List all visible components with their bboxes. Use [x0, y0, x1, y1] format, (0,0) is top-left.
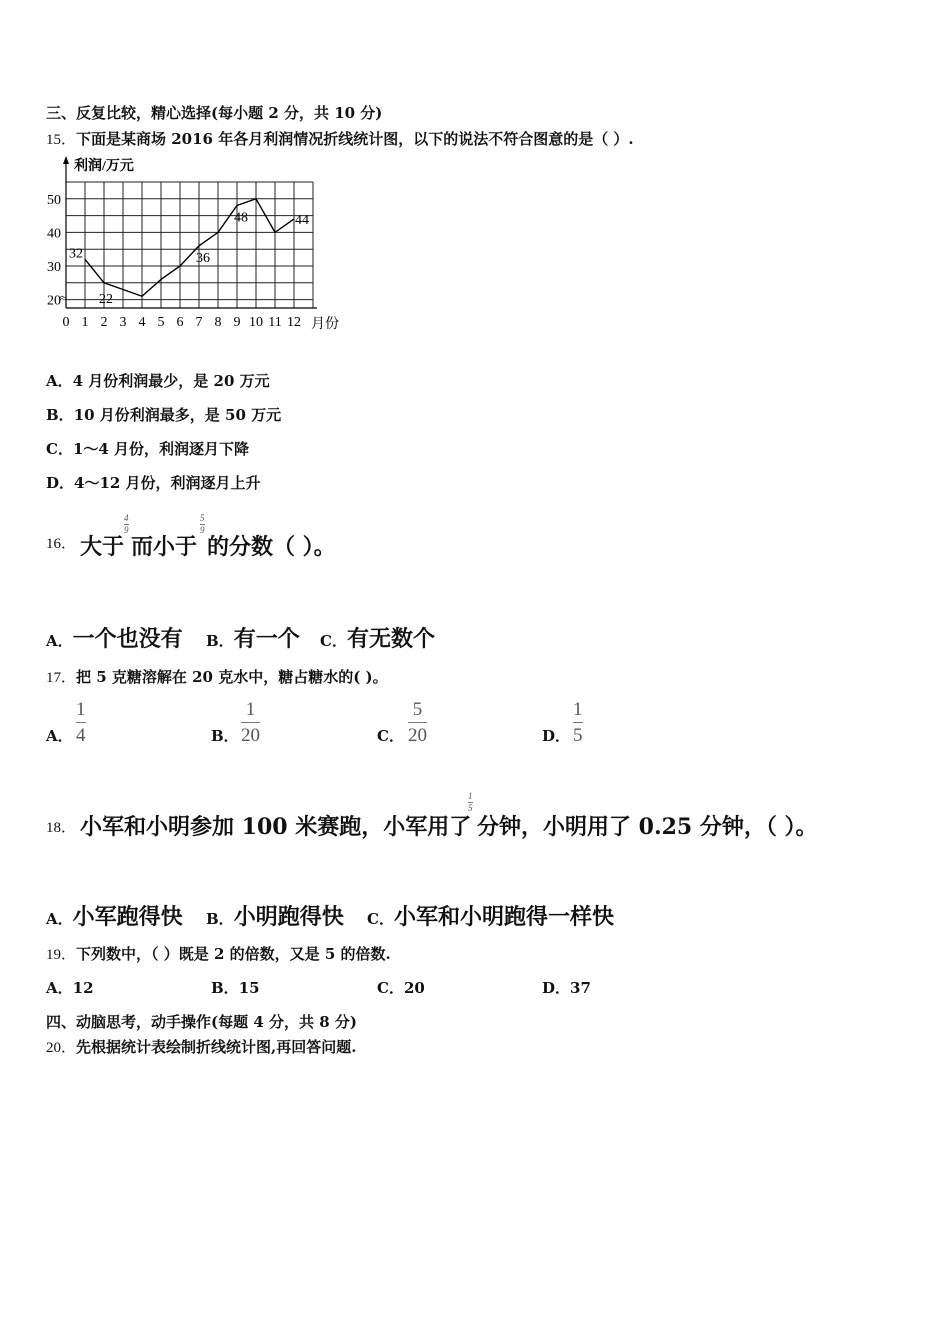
section-3-title: 三、反复比较，精心选择(每小题 2 分，共 10 分): [46, 104, 383, 122]
question-number: 15．: [46, 132, 77, 148]
q17-option-a-fraction[interactable]: [76, 700, 86, 745]
axis-break-mark: ≈: [60, 291, 67, 305]
x-tick-label: 3: [119, 315, 127, 330]
question-17: [46, 666, 388, 687]
question-number: 17．: [46, 670, 77, 686]
q15-option-d[interactable]: [46, 472, 261, 493]
option-text: 小军跑得快: [72, 904, 183, 930]
q16-text-part2: 而小于: [131, 534, 198, 560]
denominator: 5: [468, 803, 473, 813]
q15-option-c[interactable]: [46, 438, 249, 459]
numerator: 1: [245, 699, 256, 720]
question-19: [46, 943, 391, 964]
fraction-bar: [573, 722, 583, 723]
x-tick-label: 6: [176, 315, 184, 330]
option-letter: A．: [46, 632, 73, 650]
x-tick-label: 11: [268, 315, 282, 330]
x-axis-label: 月份: [311, 317, 339, 332]
y-tick-label: 30: [47, 260, 61, 275]
option-text: 一个也没有: [72, 626, 183, 652]
option-letter: A．: [46, 372, 73, 390]
q16-option-b[interactable]: [206, 622, 300, 653]
numerator: 1: [468, 791, 473, 801]
q19-option-a[interactable]: [46, 977, 94, 998]
x-tick-label: 7: [195, 315, 203, 330]
q16-text-part1: 大于: [80, 534, 125, 560]
q15-option-b[interactable]: [46, 404, 281, 425]
option-letter: C．: [367, 910, 394, 928]
option-letter: C．: [377, 979, 404, 997]
denominator: 9: [200, 525, 205, 535]
data-label: 36: [196, 250, 210, 266]
option-text: 12: [72, 979, 94, 997]
question-20: [46, 1036, 356, 1057]
q18-fraction-1-5: [468, 792, 473, 813]
option-letter: A．: [46, 910, 73, 928]
q18-option-b[interactable]: [206, 900, 344, 931]
option-text: 有一个: [233, 626, 300, 652]
x-tick-label: 0: [62, 315, 70, 330]
option-text: 1～4 月份，利润逐月下降: [72, 440, 250, 458]
option-letter: C．: [320, 632, 347, 650]
y-tick-label: 40: [47, 226, 61, 242]
data-label: 32: [69, 246, 83, 262]
option-letter: B．: [206, 910, 234, 928]
option-letter: A．: [46, 979, 73, 997]
question-text: 下列数中，（ ）既是 2 的倍数，又是 5 的倍数.: [76, 945, 391, 963]
question-number: 16．: [46, 536, 77, 552]
denominator: 4: [76, 725, 86, 746]
q17-option-c-letter[interactable]: C．: [377, 727, 404, 745]
series-line-profit: [85, 199, 294, 296]
q16-option-a[interactable]: [46, 622, 183, 653]
q16-fraction-4-9: [124, 514, 129, 535]
y-tick-label: 20: [47, 293, 61, 309]
y-tick-label: 50: [47, 192, 61, 208]
q19-option-b[interactable]: [211, 977, 260, 998]
q17-option-c-fraction[interactable]: [408, 700, 427, 745]
q18-option-c[interactable]: [367, 900, 614, 931]
q19-option-c[interactable]: [377, 977, 425, 998]
q19-option-d[interactable]: [542, 977, 591, 998]
q18-option-a[interactable]: [46, 900, 183, 931]
denominator: 20: [408, 725, 427, 746]
x-tick-label: 8: [214, 315, 222, 330]
x-tick-label: 4: [138, 315, 146, 330]
denominator: 5: [573, 725, 583, 746]
x-tick-label: 1: [81, 315, 89, 330]
data-label: 48: [234, 210, 248, 226]
option-text: 37: [570, 979, 591, 997]
option-letter: B．: [211, 979, 239, 997]
q17-option-d-fraction[interactable]: [573, 700, 583, 745]
q17-option-b-fraction[interactable]: [241, 700, 260, 745]
q17-option-a-letter[interactable]: A．: [46, 727, 73, 745]
q17-option-b-letter[interactable]: B．: [211, 727, 239, 745]
x-tick-label: 2: [100, 315, 108, 330]
numerator: 1: [573, 699, 583, 720]
option-text: 小明跑得快: [233, 904, 344, 930]
option-text: 有无数个: [346, 626, 435, 652]
fraction-bar: [241, 722, 260, 723]
x-tick-label: 5: [157, 315, 165, 330]
question-number: 18．: [46, 820, 77, 836]
numerator: 5: [412, 699, 423, 720]
option-letter: C．: [46, 440, 73, 458]
option-letter: D．: [542, 979, 571, 997]
question-text: 把 5 克糖溶解在 20 克水中，糖占糖水的( )。: [76, 668, 388, 686]
option-text: 4～12 月份，利润逐月上升: [74, 474, 261, 492]
section-4-title: 四、动脑思考，动手操作(每题 4 分，共 8 分): [46, 1013, 357, 1031]
y-axis-label: 利润/万元: [74, 159, 134, 174]
question-16: [46, 532, 76, 553]
option-letter: B．: [206, 632, 234, 650]
data-label: 44: [295, 212, 309, 228]
option-text: 4 月份利润最少，是 20 万元: [72, 372, 270, 390]
question-number: 19．: [46, 947, 77, 963]
fraction-bar: [76, 722, 86, 723]
denominator: 20: [241, 725, 260, 746]
numerator: 4: [124, 513, 129, 523]
option-text: 15: [238, 979, 260, 997]
option-letter: D．: [46, 474, 75, 492]
x-tick-label: 12: [287, 315, 301, 330]
q16-fraction-5-9: [200, 514, 205, 535]
q18-text-part2: 分钟，小明用了 0.25 分钟，（ ）。: [477, 814, 818, 840]
option-letter: B．: [46, 406, 74, 424]
q16-text-part3: 的分数（ ）。: [207, 534, 336, 560]
q15-option-a[interactable]: [46, 370, 270, 391]
q16-option-c[interactable]: [320, 622, 435, 653]
q17-option-d-letter[interactable]: D．: [542, 727, 571, 745]
numerator: 5: [200, 513, 205, 523]
x-tick-label: 9: [233, 315, 241, 330]
option-text: 20: [403, 979, 425, 997]
q18-text-part1: 小军和小明参加 100 米赛跑，小军用了: [80, 814, 472, 840]
question-text: 下面是某商场 2016 年各月利润情况折线统计图，以下的说法不符合图意的是（ ）.: [76, 130, 634, 148]
x-tick-label: 10: [249, 315, 263, 330]
data-label: 22: [99, 291, 113, 307]
fraction-bar: [408, 722, 427, 723]
option-text: 10 月份利润最多，是 50 万元: [73, 406, 282, 424]
option-text: 小军和小明跑得一样快: [393, 904, 614, 930]
numerator: 1: [76, 699, 86, 720]
profit-line-chart: [44, 152, 354, 337]
denominator: 9: [124, 525, 129, 535]
question-18: [46, 816, 76, 837]
y-axis-arrow: [63, 156, 69, 164]
question-number: 20．: [46, 1040, 77, 1056]
question-text: 先根据统计表绘制折线统计图,再回答问题.: [76, 1038, 357, 1056]
question-15: [46, 128, 634, 149]
